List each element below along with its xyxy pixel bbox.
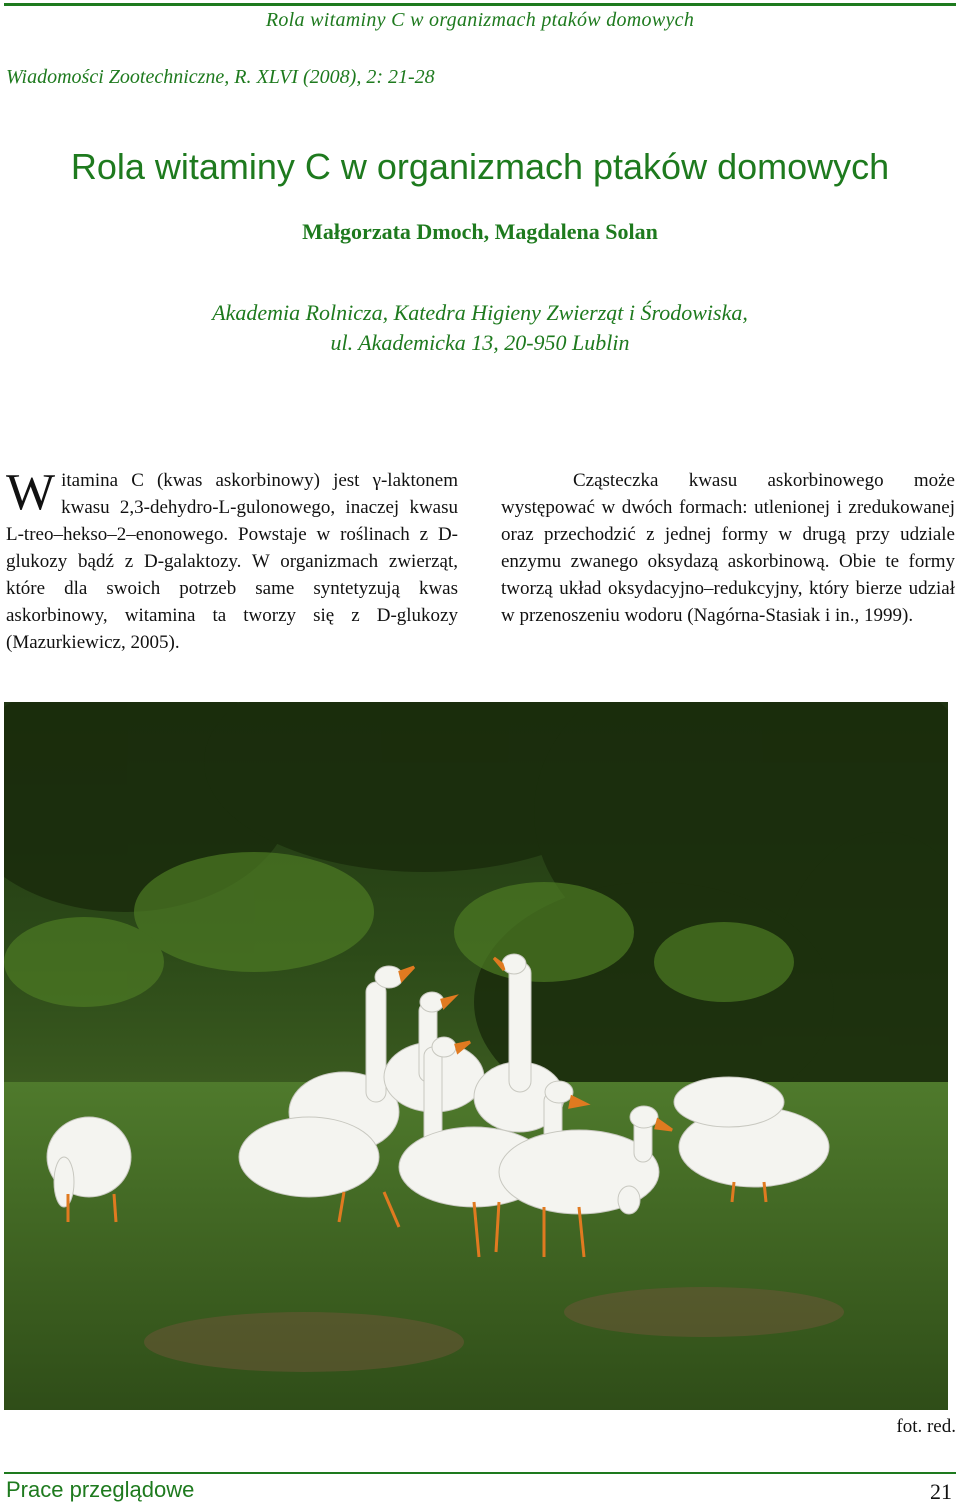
journal-reference: Wiadomości Zootechniczne, R. XLVI (2008), 2: 21-28	[6, 66, 435, 88]
footer-rule	[4, 1472, 956, 1474]
drop-cap: W	[6, 464, 56, 521]
article-title: Rola witaminy C w organizmach ptaków domowych	[70, 146, 890, 187]
photo-credit: fot. red.	[896, 1416, 956, 1437]
section-label: Prace przeglądowe	[6, 1477, 195, 1502]
running-title: Rola witaminy C w organizmach ptaków domowych	[265, 9, 695, 31]
affiliation-line-2: ul. Akademicka 13, 20-950 Lublin	[330, 330, 630, 355]
header-rule	[4, 3, 956, 6]
page-number: 21	[930, 1479, 952, 1504]
article-authors: Małgorzata Dmoch, Magdalena Solan	[302, 219, 658, 244]
left-paragraph: itamina C (kwas askorbinowy) jest γ-laktonem kwasu 2,3-dehydro-L-gulonowego, inaczej kwasu L-treo–hekso–2–enonowego. Powstaje w roślinach z D-glukozy bądź z D-galaktozy. W organizmach zwierząt, które dla swoich potrzeb same syntetyzują kwas askorbinowy, witamina ta tworzy się z D-glukozy (Mazurkiewicz, 2005).	[6, 470, 458, 653]
right-paragraph: Cząsteczka kwasu askorbinowego może występować w dwóch formach: utlenionej i zredukowanej oraz przechodzić z jednej formy w drugą przy udziale enzymu zwanego oksydazą askorbinową. Obie te formy tworzą układ oksydacyjno–redukcyjny, który bierze udział w przenoszeniu wodoru (Nagórna-Stasiak i in., 1999).	[501, 470, 955, 626]
body-column-right	[501, 467, 955, 629]
affiliation-line-1: Akademia Rolnicza, Katedra Higieny Zwierząt i Środowiska,	[212, 300, 748, 325]
body-column-left	[6, 464, 458, 656]
geese-photo	[4, 702, 948, 1410]
